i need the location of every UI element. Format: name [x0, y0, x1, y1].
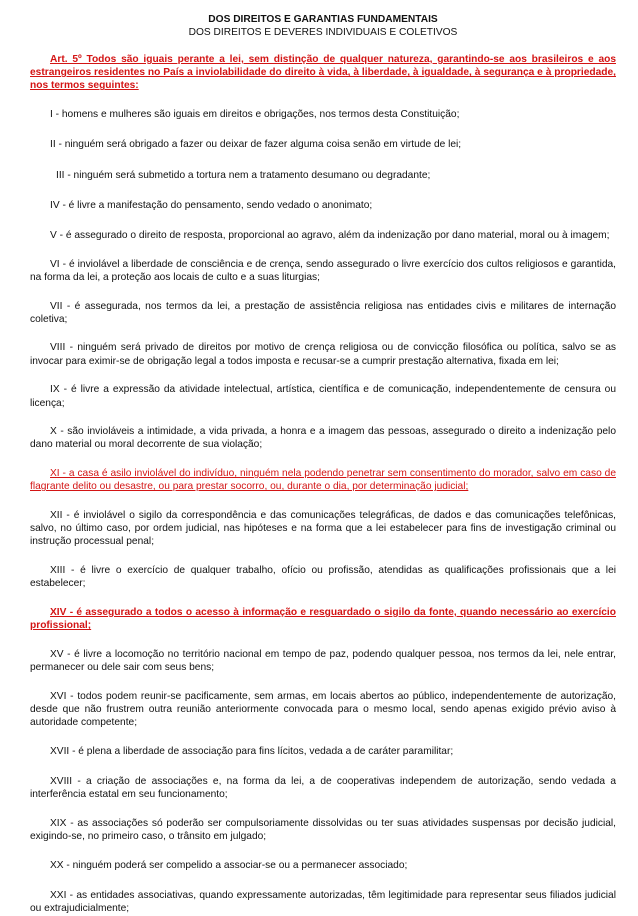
item-v: V - é assegurado o direito de resposta, proporcional ao agravo, além da indenização por dano material, moral ou à imagem;: [50, 229, 610, 241]
item-x: X - são invioláveis a intimidade, a vida privada, a honra e a imagem das pessoas, assegurado o direito a indenização pelo dano material ou moral decorrente de sua violação;: [30, 426, 616, 451]
item-xvi: XVI - todos podem reunir-se pacificamente, sem armas, em locais abertos ao público, independentemente de autorização, desde que não frustrem outra reunião anteriormente convocada para o mesmo local, sendo apenas exigido prévio aviso à autoridade competente;: [30, 690, 616, 729]
item-ii: II - ninguém será obrigado a fazer ou deixar de fazer alguma coisa senão em virtude de lei;: [50, 139, 462, 151]
item-xviii: XVIII - a criação de associações e, na forma da lei, a de cooperativas independem de autorização, sendo vedada a interferência estatal em seu funcionamento;: [30, 776, 616, 801]
item-vii: VII - é assegurada, nos termos da lei, a prestação de assistência religiosa nas entidades civis e militares de internação coletiva;: [30, 300, 616, 325]
item-i: I - homens e mulheres são iguais em direitos e obrigações, nos termos desta Constituição;: [50, 109, 460, 121]
item-xix: XIX - as associações só poderão ser compulsoriamente dissolvidas ou ter suas atividades suspensas por decisão judicial, exigindo-se, no primeiro caso, o trânsito em julgado;: [30, 818, 616, 843]
item-viii: VIII - ninguém será privado de direitos por motivo de crença religiosa ou de convicção filosófica ou política, salvo se as invocar para eximir-se de obrigação legal a todos imposta e recusar-se a cumprir prestação alternativa, fixada em lei;: [30, 342, 616, 367]
item-xvii: XVII - é plena a liberdade de associação para fins lícitos, vedada a de caráter paramilitar;: [50, 746, 454, 757]
item-iii: III - ninguém será submetido a tortura nem a tratamento desumano ou degradante;: [56, 169, 431, 181]
item-xxi: XXI - as entidades associativas, quando expressamente autorizadas, têm legitimidade para representar seus filiados judicial ou extrajudicialmente;: [30, 890, 616, 915]
item-xiv: XIV - é assegurado a todos o acesso à informação e resguardado o sigilo da fonte, quando necessário ao exercício profissional;: [30, 607, 616, 632]
item-xiii: XIII - é livre o exercício de qualquer trabalho, ofício ou profissão, atendidas as qualificações profissionais que a lei estabelecer;: [30, 565, 616, 590]
item-xx: XX - ninguém poderá ser compelido a associar-se ou a permanecer associado;: [50, 860, 408, 872]
item-iv: IV - é livre a manifestação do pensamento, sendo vedado o anonimato;: [50, 199, 373, 211]
section-title: DOS DIREITOS E GARANTIAS FUNDAMENTAIS: [208, 14, 438, 25]
item-ix: IX - é livre a expressão da atividade intelectual, artística, científica e de comunicação, independentemente de censura ou licença;: [30, 384, 616, 409]
section-subtitle: DOS DIREITOS E DEVERES INDIVIDUAIS E COLETIVOS: [188, 27, 458, 38]
item-vi: VI - é inviolável a liberdade de consciência e de crença, sendo assegurado o livre exercício dos cultos religiosos e garantida, na forma da lei, a proteção aos locais de culto e a suas liturgias;: [30, 258, 616, 283]
item-xi: XI - a casa é asilo inviolável do indivíduo, ninguém nela podendo penetrar sem consentimento do morador, salvo em caso de flagrante delito ou desastre, ou para prestar socorro, ou, durante o dia, por determinação judicial;: [30, 468, 616, 493]
item-xii: XII - é inviolável o sigilo da correspondência e das comunicações telegráficas, de dados e das comunicações telefônicas, salvo, no último caso, por ordem judicial, nas hipóteses e na forma que a lei estabelecer para fins de investigação criminal ou instrução processual penal;: [30, 510, 616, 548]
document-header: [30, 13, 616, 39]
item-xv: XV - é livre a locomoção no território nacional em tempo de paz, podendo qualquer pessoa, nos termos da lei, nele entrar, permanecer ou dele sair com seus bens;: [30, 648, 616, 674]
article-caput: Art. 5º Todos são iguais perante a lei, sem distinção de qualquer natureza, garantindo-se aos brasileiros e aos estrangeiros residentes no País a inviolabilidade do direito à vida, à liberdade, à igualdade, à segurança e à propriedade, nos termos seguintes:: [30, 54, 616, 92]
